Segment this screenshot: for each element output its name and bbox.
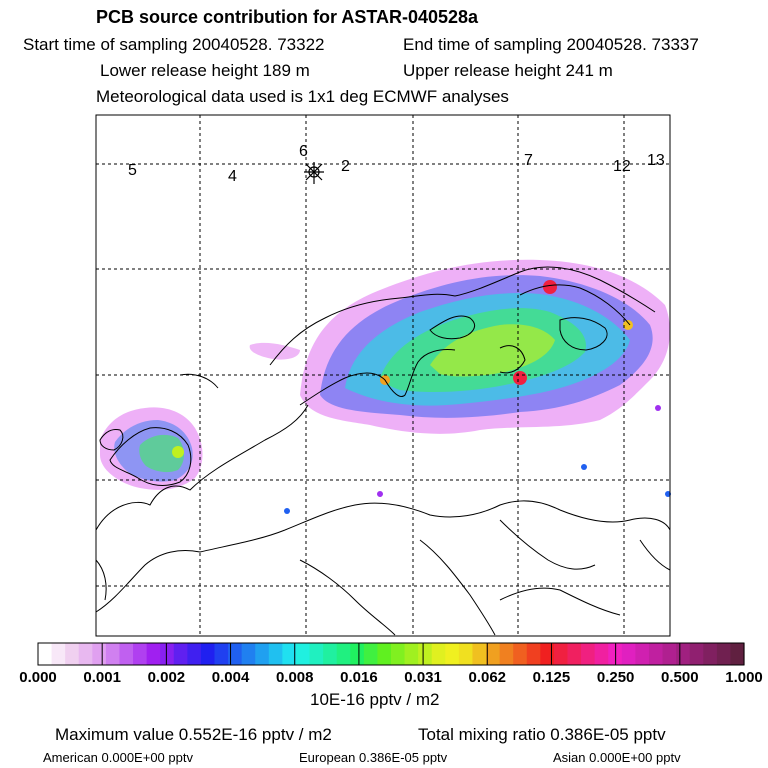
color-scale-swatch <box>513 643 527 665</box>
color-scale-swatch <box>92 643 106 665</box>
color-scale-tick-label: 0.000 <box>19 669 57 686</box>
color-scale-swatch <box>391 643 405 665</box>
plot-title: PCB source contribution for ASTAR-040528a <box>96 7 479 27</box>
color-scale-swatch <box>269 643 283 665</box>
color-scale-swatch <box>65 643 79 665</box>
color-scale-swatch <box>445 643 459 665</box>
color-scale-swatch <box>500 643 514 665</box>
color-scale-swatch <box>676 643 690 665</box>
color-scale-tick-label: 0.031 <box>404 669 442 686</box>
color-scale-swatch <box>717 643 731 665</box>
color-scale-swatch <box>703 643 717 665</box>
color-scale-swatch <box>52 643 66 665</box>
station-label-6: 6 <box>299 143 308 160</box>
lower-height: Lower release height 189 m <box>100 61 310 80</box>
color-scale-tick-label: 0.125 <box>532 669 571 686</box>
color-scale-swatch <box>242 643 256 665</box>
color-scale-swatch <box>540 643 554 665</box>
total-mixing-ratio: Total mixing ratio 0.386E-05 pptv <box>418 725 666 744</box>
color-scale-unit: 10E-16 pptv / m2 <box>310 690 440 709</box>
color-scale-swatch <box>690 643 704 665</box>
color-scale-swatch <box>486 643 500 665</box>
color-scale-swatch <box>350 643 364 665</box>
end-time: End time of sampling 20040528. 73337 <box>403 35 699 54</box>
color-scale-tick-label: 0.016 <box>340 669 378 686</box>
color-scale-swatch <box>418 643 432 665</box>
color-scale-swatch <box>649 643 663 665</box>
color-scale-swatch <box>160 643 174 665</box>
color-scale-swatch <box>432 643 446 665</box>
color-scale-tick-label: 0.001 <box>83 669 121 686</box>
color-scale-swatch <box>323 643 337 665</box>
color-scale-swatch <box>201 643 215 665</box>
color-scale-tick-label: 1.000 <box>725 669 763 686</box>
color-scale-tick-label: 0.500 <box>661 669 699 686</box>
station-label-13: 13 <box>647 152 665 169</box>
color-scale-swatch <box>730 643 744 665</box>
receptor-marker <box>304 162 324 184</box>
color-scale-tick-label: 0.250 <box>596 669 635 686</box>
color-scale-swatch <box>147 643 161 665</box>
max-value: Maximum value 0.552E-16 pptv / m2 <box>55 725 332 744</box>
color-scale-swatch <box>106 643 120 665</box>
color-scale-swatch <box>187 643 201 665</box>
color-scale-swatch <box>595 643 609 665</box>
color-scale-swatch <box>215 643 229 665</box>
color-scale-swatch <box>527 643 541 665</box>
station-label-4: 4 <box>228 168 237 185</box>
color-scale-swatch <box>174 643 188 665</box>
upper-height: Upper release height 241 m <box>403 61 613 80</box>
color-scale-swatch <box>635 643 649 665</box>
color-scale-tick-label: 0.004 <box>211 669 250 686</box>
color-scale-swatch <box>119 643 133 665</box>
start-time: Start time of sampling 20040528. 73322 <box>23 35 325 54</box>
asian-contribution: Asian 0.000E+00 pptv <box>553 750 681 765</box>
color-scale-swatch <box>296 643 310 665</box>
european-contribution: European 0.386E-05 pptv <box>299 750 448 765</box>
station-label-12: 12 <box>613 158 631 175</box>
color-scale-swatch <box>377 643 391 665</box>
color-scale-swatch <box>405 643 419 665</box>
station-label-5: 5 <box>128 162 137 179</box>
color-scale-swatch <box>554 643 568 665</box>
color-scale-swatch <box>310 643 324 665</box>
met-data-note: Meteorological data used is 1x1 deg ECMWF analyses <box>96 87 509 106</box>
station-label-2: 2 <box>341 158 350 175</box>
color-scale-swatch <box>38 643 52 665</box>
color-scale-tick-label: 0.002 <box>147 669 186 686</box>
color-scale-swatch <box>79 643 93 665</box>
color-scale-swatch <box>568 643 582 665</box>
color-scale-swatch <box>133 643 147 665</box>
color-scale-swatch <box>581 643 595 665</box>
color-scale-swatch <box>622 643 636 665</box>
station-label-7: 7 <box>524 152 533 169</box>
color-scale-swatch <box>663 643 677 665</box>
color-scale-swatch <box>472 643 486 665</box>
color-scale-tick-label: 0.008 <box>275 669 314 686</box>
color-scale-swatch <box>459 643 473 665</box>
color-scale-swatch <box>364 643 378 665</box>
color-scale-tick-label: 0.062 <box>468 669 507 686</box>
color-scale-bar <box>38 643 745 665</box>
color-scale-swatch <box>337 643 351 665</box>
american-contribution: American 0.000E+00 pptv <box>43 750 193 765</box>
color-scale-swatch <box>255 643 269 665</box>
